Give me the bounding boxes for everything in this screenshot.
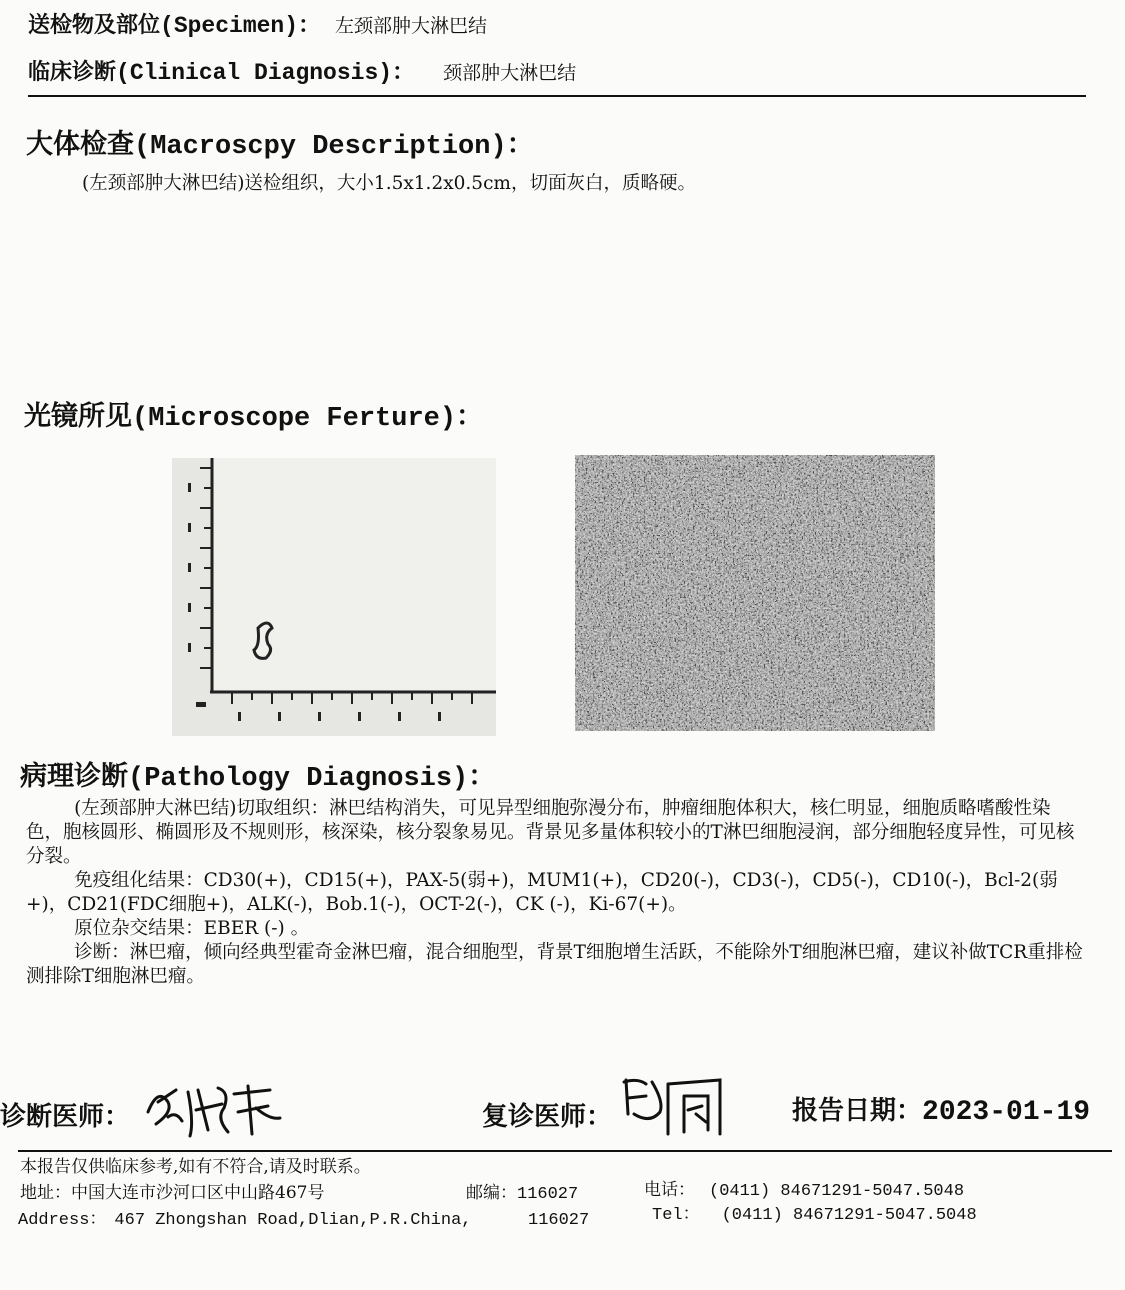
address-value-cn: 中国大连市沙河口区中山路467号 bbox=[71, 1183, 325, 1203]
diagnosing-physician-label: 诊断医师： bbox=[0, 1102, 131, 1132]
reviewing-physician-label: 复诊医师： bbox=[482, 1102, 613, 1132]
micrograph-photo bbox=[575, 455, 935, 731]
pathology-findings: (左颈部肿大淋巴结)切取组织：淋巴结构消失，可见异型细胞弥漫分布，肿瘤细胞体积大，核仁明显，细胞质略嗜酸性染色，胞核圆形、椭圆形及不规则形，核深染，核分裂象易见。背景见多量体积较小的T淋巴细胞浸润，部分细胞轻度异性，可见核分裂。 bbox=[26, 798, 1075, 867]
phone-value-1: (0411) 84671291-5047.5048 bbox=[709, 1182, 965, 1201]
report-date-label: 报告日期： bbox=[792, 1096, 923, 1126]
postcode-value-2: 116027 bbox=[528, 1211, 590, 1230]
footer-address-en bbox=[18, 1208, 471, 1233]
footer-address-cn bbox=[20, 1181, 324, 1206]
clinical-diagnosis-row bbox=[28, 53, 576, 86]
specimen-label-en: (Specimen)： bbox=[160, 13, 322, 39]
pathology-title bbox=[20, 754, 495, 794]
clinical-diagnosis-label-en: (Clinical Diagnosis)： bbox=[116, 60, 416, 86]
pathology-title-cn: 病理诊断 bbox=[20, 761, 128, 792]
address-label-en: Address： bbox=[18, 1211, 107, 1230]
address-label-cn: 地址： bbox=[20, 1183, 71, 1203]
micro-title-cn: 光镜所见 bbox=[24, 401, 132, 432]
diagnosing-signature-image bbox=[138, 1072, 298, 1142]
macro-text: (左颈部肿大淋巴结)送检组织，大小1.5x1.2x0.5cm，切面灰白，质略硬。 bbox=[82, 173, 696, 194]
micro-title-en: (Microscope Ferture)： bbox=[132, 404, 484, 434]
ruler-graphic bbox=[172, 458, 496, 736]
immunohistochemistry-results: 免疫组化结果：CD30(+)，CD15(+)，PAX-5(弱+)，MUM1(+)，CD20(-)，CD3(-)，CD5(-)，CD10(-)，Bcl-2(弱+)，CD21(FDC细胞+)，ALK(-)，Bob.1(-)，OCT-2(-)，CK (-)，Ki-67(+)。 bbox=[26, 870, 1058, 915]
reviewing-physician bbox=[482, 1096, 612, 1133]
macro-title bbox=[26, 122, 534, 162]
footer-note: 本报告仅供临床参考,如有不符合,请及时联系。 bbox=[20, 1157, 371, 1177]
gross-specimen-photo bbox=[172, 458, 496, 736]
phone-row-en bbox=[652, 1203, 977, 1228]
phone-label-cn: 电话： bbox=[644, 1180, 695, 1200]
specimen-row bbox=[28, 6, 487, 39]
phone-label-en: Tel： bbox=[652, 1206, 700, 1225]
address-value-en: 467 Zhongshan Road,Dlian,P.R.China, bbox=[114, 1211, 472, 1230]
reviewing-signature-image bbox=[614, 1074, 734, 1142]
footer-divider bbox=[18, 1150, 1112, 1152]
postcode-row-cn bbox=[466, 1181, 578, 1207]
report-date-value: 2023-01-19 bbox=[922, 1097, 1091, 1128]
macro-title-cn: 大体检查 bbox=[26, 129, 134, 160]
pathology-title-en: (Pathology Diagnosis)： bbox=[128, 764, 496, 794]
postcode-value-1: 116027 bbox=[517, 1185, 579, 1204]
postcode-label-cn: 邮编： bbox=[466, 1183, 517, 1203]
header-divider bbox=[28, 95, 1086, 97]
macro-title-en: (Macroscpy Description)： bbox=[134, 132, 534, 162]
clinical-diagnosis-value: 颈部肿大淋巴结 bbox=[443, 62, 577, 84]
phone-value-2: (0411) 84671291-5047.5048 bbox=[721, 1206, 977, 1225]
in-situ-hybridization-result: 原位杂交结果：EBER (-) 。 bbox=[74, 918, 310, 939]
phone-row-cn bbox=[644, 1178, 964, 1204]
report-date-row bbox=[792, 1090, 1090, 1128]
pathology-body bbox=[26, 797, 1086, 989]
specimen-value: 左颈部肿大淋巴结 bbox=[335, 15, 488, 37]
micro-title bbox=[24, 394, 483, 434]
micrograph-graphic bbox=[575, 455, 935, 731]
diagnosing-physician bbox=[0, 1096, 130, 1133]
clinical-diagnosis-label: 临床诊断 bbox=[28, 60, 117, 85]
final-diagnosis: 诊断：淋巴瘤，倾向经典型霍奇金淋巴瘤，混合细胞型，背景T细胞增生活跃，不能除外T细胞淋巴瘤，建议补做TCR重排检测排除T细胞淋巴瘤。 bbox=[26, 942, 1083, 987]
specimen-label: 送检物及部位 bbox=[28, 13, 161, 38]
